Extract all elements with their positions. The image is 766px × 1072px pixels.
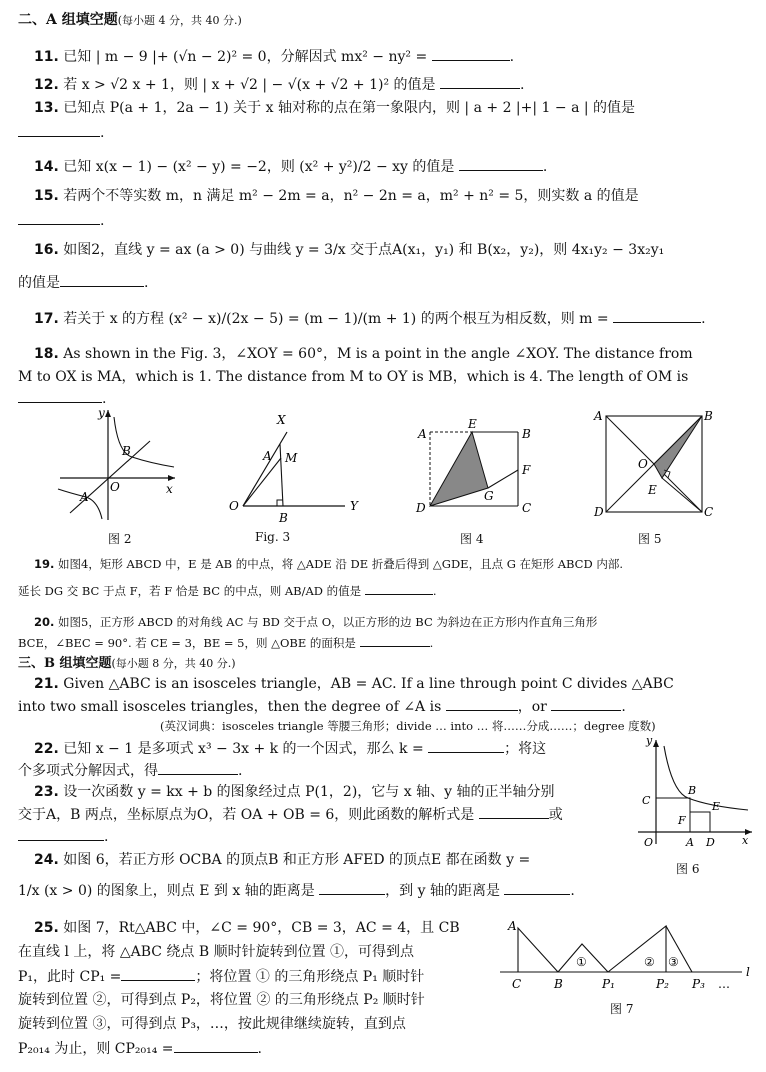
q25-line1: 如图 7，Rt△ABC 中，∠C = 90°，CB = 3，AC = 4，且 CB [63,920,460,936]
question-15 [34,186,639,206]
q16-end: . [144,275,149,291]
q16-answer-line [18,272,148,293]
q21-line2: into two small isosceles triangles，then the degree of ∠A is [18,699,442,715]
q15-number: 15. [34,188,59,204]
figure-5-caption: 图 5 [638,532,662,546]
q20-end: . [429,636,434,650]
figure-3-angle [225,410,365,525]
f2-label-y: y [98,406,105,420]
q24-blank-2[interactable] [504,880,570,895]
q17-text: 若关于 x 的方程 (x² − x)/(2x − 5) = (m − 1)/(m + 1) 的两个根互为相反数，则 m = [63,311,609,327]
section-b-heading [18,654,236,674]
q24-number: 24. [34,852,59,868]
f3-right-angle [277,500,283,506]
q22-line2: 个多项式分解因式，得 [18,763,158,779]
q16-cont: 的值是 [18,275,60,291]
f5-label-e: E [648,483,657,497]
figure-7-caption: 图 7 [610,1002,634,1016]
f6-label-y: y [646,734,653,747]
f7-label-position-1: ① [576,955,587,969]
q17-blank[interactable] [613,308,701,323]
question-17 [34,308,706,329]
f6-label-o: O [644,836,654,849]
q20-line1: 如图5，正方形 ABCD 的对角线 AC 与 BD 交于点 O，以正方形的边 BC 为斜边在正方形内作直角三角形 [58,615,598,629]
f4-label-a: A [418,427,427,441]
f6-y-arrow [653,740,659,747]
q22-line2-row [18,760,242,781]
figure-6-graph [628,734,756,854]
f2-label-x: x [166,482,173,496]
f5-label-c: C [704,505,714,519]
figure-3-caption: Fig. 3 [255,530,291,544]
q25-number: 25. [34,920,59,936]
q13-end: . [100,125,105,141]
figure-4-rectangle [410,418,550,518]
q11-number: 11. [34,49,59,65]
q18-blank[interactable] [18,388,102,403]
f6-label-x: x [742,834,749,847]
f7-label-c: C [512,977,522,991]
f2-label-a: A [80,490,89,504]
f3-label-b: B [279,511,288,525]
q23-answer-line [18,826,108,847]
q21-blank-1[interactable] [446,696,518,711]
q16-number: 16. [34,242,59,258]
q17-number: 17. [34,311,59,327]
q12-end: . [519,77,525,93]
q17-end: . [701,311,706,327]
q25-blank-1[interactable] [121,966,195,981]
f5-shaded-triangle [654,416,702,478]
q19-line1: 如图4，矩形 ABCD 中，E 是 AB 的中点，将 △ADE 沿 DE 折叠后得到 △GDE，且点 G 在矩形 ABCD 内部. [58,557,624,571]
q23-line2-row [18,804,563,825]
q13-blank[interactable] [18,122,100,137]
f3-mb [280,444,283,506]
f7-label-p1: P₁ [602,977,615,991]
f7-label-l: l [746,965,750,979]
f7-label-b: B [554,977,563,991]
question-14 [34,156,547,177]
q23-line1: 设一次函数 y = kx + b 的图象经过点 P(1，2)，它与 x 轴、y 轴的正半轴分别 [63,784,555,800]
f3-label-a: A [263,449,272,463]
f4-shaded-triangle [430,432,488,506]
figure-7-rotation [496,916,762,996]
q25-line4: 旋转到位置 ②，可得到点 P₂，将位置 ② 的三角形绕点 P₂ 顺时针 [18,992,425,1008]
f5-label-b: B [704,409,713,423]
q14-number: 14. [34,159,59,175]
q13-number: 13. [34,100,59,116]
f3-label-o: O [229,499,239,513]
f4-label-e: E [468,418,477,431]
section-a-note: (每小题 4 分，共 40 分.) [117,14,242,27]
q25-line5: 旋转到位置 ③，可得到点 P₃，…，按此规律继续旋转，直到点 [18,1016,406,1032]
f6-label-b: B [688,784,697,797]
q11-blank[interactable] [432,46,510,61]
f4-gf [488,470,518,488]
q22-number: 22. [34,741,59,757]
q25-blank-2[interactable] [174,1038,258,1053]
q24-line2-row [18,880,575,901]
q15-answer-line [18,210,104,231]
q18-line2: M to OX is MA，which is 1. The distance from M to OY is MB，which is 4. The length of OM is [18,369,689,385]
q23-blank-1[interactable] [479,804,549,819]
q14-text: 已知 x(x − 1) − (x² − y) = −2，则 (x² + y²)/2 − xy 的值是 [63,159,455,175]
f2-curve-q1 [114,417,174,467]
q12-text: 若 x > √2 x + 1，则 | x + √2 | − √(x + √2 + 1)² 的值是 [63,77,436,93]
f2-label-b: B [122,444,131,458]
f4-label-b: B [522,427,531,441]
figure-2-caption: 图 2 [108,532,132,546]
q19-line2-row [18,580,436,601]
question-22 [34,738,546,759]
q16-text: 如图2，直线 y = ax (a > 0) 与曲线 y = 3/x 交于点A(x₁，y₁) 和 B(x₂，y₂)，则 4x₁y₂ − 3x₂y₁ [63,242,665,258]
q12-number: 12. [34,77,59,93]
figure-6-caption: 图 6 [676,862,700,876]
q19-number: 19. [34,557,55,571]
f2-x-arrow [168,475,175,481]
f2-y-arrow [105,410,111,417]
section-b-note: (每小题 8 分，共 40 分.) [111,657,236,670]
question-16 [34,240,664,260]
q24-mid: ，到 y 轴的距离是 [385,883,500,899]
q21-end: . [621,699,626,715]
q14-end: . [542,159,548,175]
q25-line3a: P₁，此时 CP₁ = [18,969,122,985]
q20-line2: BCE，∠BEC = 90°. 若 CE = 3，BE = 5，则 △OBE 的面积是 [18,636,356,650]
q18-line1: As shown in the Fig. 3，∠XOY = 60°，M is a point in the angle ∠XOY. The distance from [63,346,693,362]
figure-2-graph [50,405,180,525]
f2-label-o: O [110,480,120,494]
question-24 [34,850,530,870]
q16-blank[interactable] [60,272,144,287]
f5-label-o: O [638,457,648,471]
q19-end: . [432,584,437,598]
f4-label-f: F [522,463,531,477]
f7-label-p3: P₃ [692,977,705,991]
q15-text: 若两个不等实数 m，n 满足 m² − 2m = a，n² − 2n = a，m² + n² = 5，则实数 a 的值是 [63,188,639,204]
q22-blank-2[interactable] [158,760,238,775]
f6-curve [664,746,748,810]
question-23 [34,782,554,802]
f5-ec [662,478,702,512]
q25-end: . [257,1041,262,1057]
f6-label-a: A [686,836,694,849]
q21-blank-2[interactable] [551,696,621,711]
q24-line2: 1/x (x > 0) 的图象上，则点 E 到 x 轴的距离是 [18,883,315,899]
question-13 [34,98,635,118]
q25-line3b: ；将位置 ① 的三角形绕点 P₁ 顺时针 [195,969,425,985]
f4-label-g: G [484,489,494,503]
q24-line1: 如图 6，若正方形 OCBA 的顶点B 和正方形 AFED 的顶点E 都在函数 y = [63,852,531,868]
f3-ray-ox [243,432,287,506]
section-a-heading [18,10,242,31]
q13-answer-line [18,122,104,143]
q24-end: . [570,883,575,899]
f5-label-d: D [594,505,604,519]
q21-line2-row [18,696,626,717]
q23-blank-2[interactable] [18,826,104,841]
q18-number: 18. [34,346,59,362]
f3-label-m: M [285,451,298,465]
q15-blank[interactable] [18,210,100,225]
q23-mid: 或 [548,807,563,823]
q22-blank-1[interactable] [428,738,504,753]
q22-line1: 已知 x − 1 是多项式 x³ − 3x + k 的一个因式，那么 k = [63,741,424,757]
figure-5-square [590,406,720,522]
f6-square-afed [690,812,710,832]
q21-number: 21. [34,676,59,692]
question-11 [34,46,514,67]
q11-end: . [509,49,515,65]
f7-label-a: A [508,919,517,933]
f4-label-d: D [416,501,426,515]
q25-line3-row [18,966,424,987]
f6-label-d: D [706,836,715,849]
q21-mid: ，or [517,699,547,715]
question-21 [34,674,674,694]
q11-text: 已知 | m − 9 |+ (√n − 2)² = 0，分解因式 mx² − ny² = [63,49,428,65]
q18-end: . [102,391,107,407]
q12-blank[interactable] [440,74,520,89]
f7-triangle-2 [608,926,666,972]
q25-line6-row [18,1038,262,1059]
q25-line6a: P₂₀₁₄ 为止，则 CP₂₀₁₄ = [18,1041,174,1057]
q19-line2: 延长 DG 交 BC 于点 F，若 F 恰是 BC 的中点，则 AB/AD 的值是 [18,584,362,598]
f3-label-x: X [277,413,286,427]
q23-end: . [104,829,109,845]
question-25 [34,918,460,938]
q25-line2: 在直线 l 上，将 △ABC 绕点 B 顺时针旋转到位置 ①，可得到点 [18,944,415,960]
question-12 [34,74,524,95]
q23-line2: 交于A，B 两点，坐标原点为O，若 OA + OB = 6，则此函数的解析式是 [18,807,475,823]
q20-line2-row [18,632,433,653]
question-19 [34,554,623,574]
q20-blank[interactable] [360,632,430,647]
f4-label-c: C [522,501,532,515]
f7-label-dots: … [718,977,730,991]
f6-label-c: C [642,794,651,807]
f5-label-a: A [594,409,603,423]
f6-label-e: E [712,800,721,813]
q19-blank[interactable] [365,580,433,595]
q24-blank-1[interactable] [319,880,385,895]
f7-triangle-abc [518,928,558,972]
q20-number: 20. [34,615,55,629]
q15-end: . [100,213,105,229]
q13-text: 已知点 P(a + 1，2a − 1) 关于 x 轴对称的点在第一象限内，则 | a + 2 |+| 1 − a | 的值是 [63,100,636,116]
q22-end: . [238,763,243,779]
f3-label-y: Y [350,499,358,513]
q22-mid: ；将这 [504,741,547,757]
f7-label-p2: P₂ [656,977,669,991]
q14-blank[interactable] [459,156,543,171]
question-18 [34,344,693,364]
q23-number: 23. [34,784,59,800]
section-a-title: 二、A 组填空题 [18,12,118,28]
f7-label-position-2: ② [644,955,655,969]
f7-label-position-3: ③ [668,955,679,969]
q21-vocabulary-note: (英汉词典：isosceles triangle 等腰三角形；divide … into … 将……分成……；degree 度数) [160,719,656,733]
figure-4-caption: 图 4 [460,532,484,546]
f3-om [243,458,281,506]
question-20 [34,612,597,632]
f6-label-f: F [678,814,686,827]
section-b-title: 三、B 组填空题 [18,656,112,671]
q21-line1: Given △ABC is an isosceles triangle，AB = AC. If a line through point C divides △ABC [63,676,674,692]
